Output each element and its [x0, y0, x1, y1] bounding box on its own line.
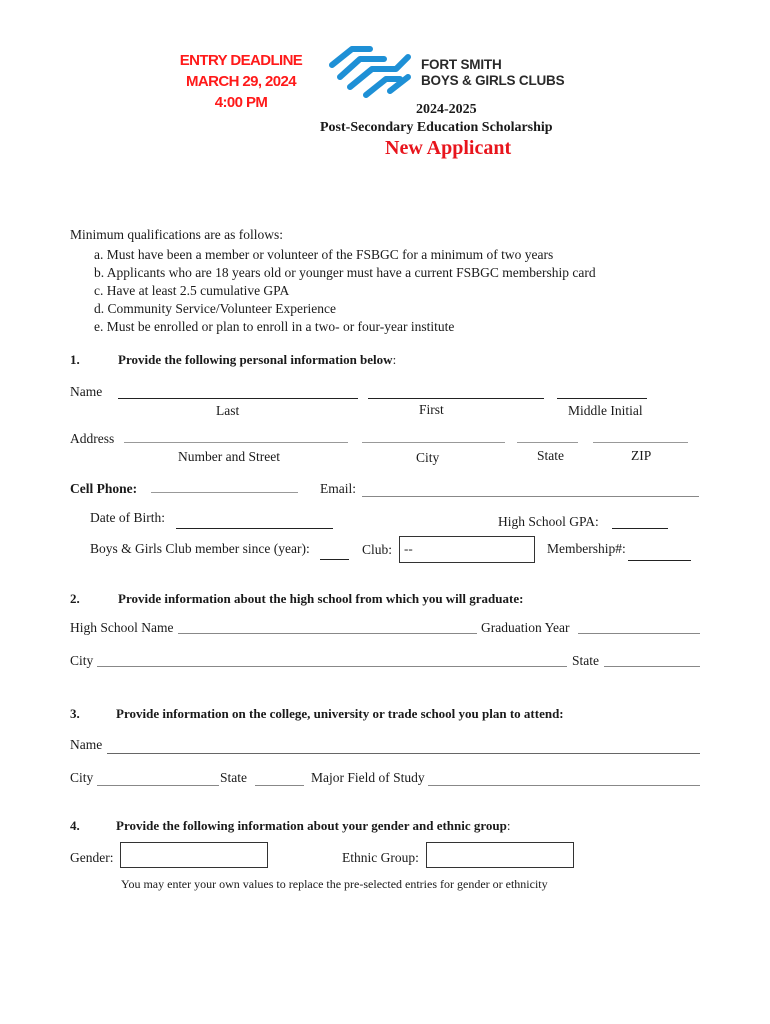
- section-3-title: Provide information on the college, university or trade school you plan to attend:: [116, 706, 564, 721]
- boys-girls-club-logo-icon: [326, 43, 414, 101]
- dob-field[interactable]: [176, 528, 333, 529]
- ethnic-group-label: Ethnic Group:: [342, 850, 419, 865]
- section-3-number: 3.: [70, 706, 80, 721]
- qualification-e: e. Must be enrolled or plan to enroll in a two- or four-year institute: [94, 319, 455, 334]
- qualification-c: c. Have at least 2.5 cumulative GPA: [94, 283, 290, 298]
- brand-line-1: FORT SMITH: [421, 57, 502, 72]
- qualification-d: d. Community Service/Volunteer Experience: [94, 301, 336, 316]
- last-caption: Last: [216, 403, 240, 418]
- section-4-title: [116, 818, 511, 834]
- membership-number-field[interactable]: [628, 560, 691, 561]
- middle-initial-field[interactable]: [557, 398, 647, 399]
- college-name-label: Name: [70, 737, 103, 752]
- college-state-field[interactable]: [255, 785, 304, 786]
- zip-caption: ZIP: [631, 448, 652, 463]
- major-label: Major Field of Study: [311, 770, 425, 785]
- section-4-number: 4.: [70, 818, 80, 833]
- membership-number-label: Membership#:: [547, 541, 626, 556]
- city-caption: City: [416, 450, 440, 465]
- high-school-state-label: State: [572, 653, 599, 668]
- first-caption: First: [419, 402, 444, 417]
- club-select[interactable]: --: [399, 536, 535, 563]
- cell-phone-label: Cell Phone:: [70, 481, 138, 496]
- middle-initial-caption: Middle Initial: [568, 403, 643, 418]
- scholarship-year: 2024-2025: [416, 102, 477, 117]
- member-since-label: Boys & Girls Club member since (year):: [90, 541, 310, 556]
- cell-phone-field[interactable]: [151, 492, 298, 493]
- deadline-line-1: ENTRY DEADLINE: [179, 52, 303, 69]
- deadline-line-3: 4:00 PM: [214, 94, 268, 111]
- deadline-line-2: MARCH 29, 2024: [186, 73, 296, 90]
- email-label: Email:: [320, 481, 356, 496]
- email-field[interactable]: [362, 496, 699, 497]
- graduation-year-label: Graduation Year: [481, 620, 570, 635]
- college-name-field[interactable]: [107, 753, 700, 754]
- zip-field[interactable]: [593, 442, 688, 443]
- section-1-number: 1.: [70, 352, 80, 367]
- high-school-name-field[interactable]: [178, 633, 477, 634]
- college-state-label: State: [220, 770, 247, 785]
- gender-ethnicity-note: You may enter your own values to replace the pre-selected entries for gender or ethnicity: [121, 877, 548, 891]
- major-field[interactable]: [428, 785, 700, 786]
- section-1-title: [118, 352, 396, 368]
- street-caption: Number and Street: [178, 449, 280, 464]
- dob-label: Date of Birth:: [90, 510, 165, 525]
- last-name-field[interactable]: [118, 398, 358, 399]
- section-1-title-colon: :: [392, 352, 397, 367]
- graduation-year-field[interactable]: [578, 633, 700, 634]
- high-school-state-field[interactable]: [604, 666, 700, 667]
- member-since-field[interactable]: [320, 559, 349, 560]
- brand-name: [421, 57, 564, 89]
- club-label: Club:: [362, 542, 393, 557]
- new-applicant-heading: New Applicant: [385, 137, 512, 159]
- brand-line-2: BOYS & GIRLS CLUBS: [421, 73, 565, 88]
- name-label: Name: [70, 384, 103, 399]
- street-field[interactable]: [124, 442, 348, 443]
- qualifications-intro: Minimum qualifications are as follows:: [70, 227, 283, 242]
- college-city-field[interactable]: [97, 785, 219, 786]
- qualification-a: a. Must have been a member or volunteer of the FSBGC for a minimum of two years: [94, 247, 554, 262]
- section-4-title-text: Provide the following information about your gender and ethnic group: [116, 818, 507, 833]
- section-4-title-colon: :: [506, 818, 511, 833]
- high-school-name-label: High School Name: [70, 620, 174, 635]
- gpa-field[interactable]: [612, 528, 668, 529]
- state-field[interactable]: [517, 442, 578, 443]
- gender-label: Gender:: [70, 850, 114, 865]
- qualification-b: b. Applicants who are 18 years old or younger must have a current FSBGC membership card: [94, 265, 596, 280]
- high-school-city-label: City: [70, 653, 94, 668]
- first-name-field[interactable]: [368, 398, 544, 399]
- section-1-title-text: Provide the following personal information below: [118, 352, 393, 367]
- high-school-city-field[interactable]: [97, 666, 567, 667]
- city-field[interactable]: [362, 442, 505, 443]
- state-caption: State: [537, 448, 564, 463]
- scholarship-title: Post-Secondary Education Scholarship: [320, 120, 553, 135]
- address-label: Address: [70, 431, 115, 446]
- gender-select[interactable]: [120, 842, 268, 868]
- section-2-title: Provide information about the high school from which you will graduate:: [118, 591, 524, 606]
- entry-deadline: [178, 50, 304, 113]
- section-2-number: 2.: [70, 591, 80, 606]
- ethnic-group-select[interactable]: [426, 842, 574, 868]
- gpa-label: High School GPA:: [498, 514, 599, 529]
- college-city-label: City: [70, 770, 94, 785]
